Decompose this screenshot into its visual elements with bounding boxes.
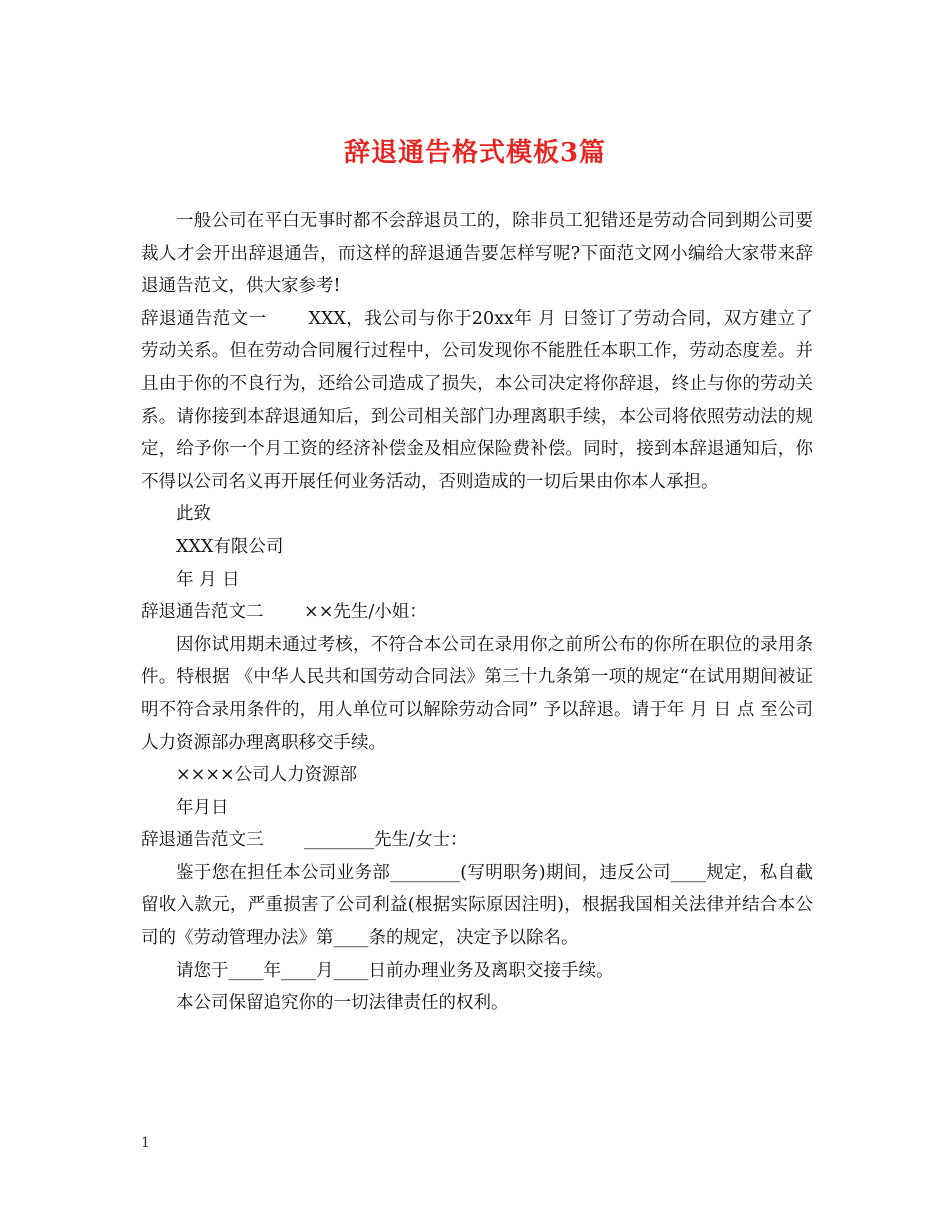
intro-paragraph: 一般公司在平白无事时都不会辞退员工的，除非员工犯错还是劳动合同到期公司要裁人才会开出辞退通告，而这样的辞退通告要怎样写呢?下面范文网小编给大家带来辞退通告范文，供大家参考! <box>141 211 813 297</box>
sample1-date: 年 月 日 <box>176 569 240 590</box>
sample1-company: XXX有限公司 <box>176 536 284 557</box>
sample1-closing: 此致 <box>176 504 211 525</box>
sample3-body: 鉴于您在担任本公司业务部________(写明职务)期间，违反公司____规定，私自截留收入款元，严重损害了公司利益(根据实际原因注明)，根据我国相关法律并结合本公司的《劳动管理办法》第____条的规定，决定予以除名。 <box>141 862 813 949</box>
document-title: 辞退通告格式模板3篇 <box>343 138 607 168</box>
sample1-paragraph: 辞退通告范文一 XXX，我公司与你于20xx年 月 日签订了劳动合同，双方建立了劳动关系。但在劳动合同履行过程中，公司发现你不能胜任本职工作，劳动态度差。并且由于你的不良行为，还给公司造成了损失，本公司决定将你辞退，终止与你的劳动关系。请你接到本辞退通知后，到公司相关部门办理离职手续，本公司将依照劳动法的规定，给予你一个月工资的经济补偿金及相应保险费补偿。同时，接到本辞退通知后，你不得以公司名义再开展任何业务活动，否则造成的一切后果由你本人承担。 <box>141 308 813 492</box>
sample3-reserve: 本公司保留追究你的一切法律责任的权利。 <box>176 993 509 1014</box>
sample2-body: 因你试用期未通过考核，不符合本公司在录用你之前所公布的你所在职位的录用条件。特根据 《中华人民共和国劳动合同法》第三十九条第一项的规定“在试用期间被证明不符合录用条件的，用人单位可以解除劳动合同” 予以辞退。请于年 月 日 点 至公司人力资源部办理离职移交手续。 <box>141 634 813 753</box>
document-body <box>141 205 813 1020</box>
sample2-date: 年月日 <box>176 797 229 818</box>
sample3-header: 辞退通告范文三 ________先生/女士： <box>141 830 468 851</box>
sample2-header: 辞退通告范文二 ××先生/小姐： <box>141 602 427 623</box>
sample3-request: 请您于____年____月____日前办理业务及离职交接手续。 <box>176 960 614 981</box>
page-number: 1 <box>141 1135 150 1151</box>
sample2-signer: ××××公司人力资源部 <box>176 765 358 786</box>
